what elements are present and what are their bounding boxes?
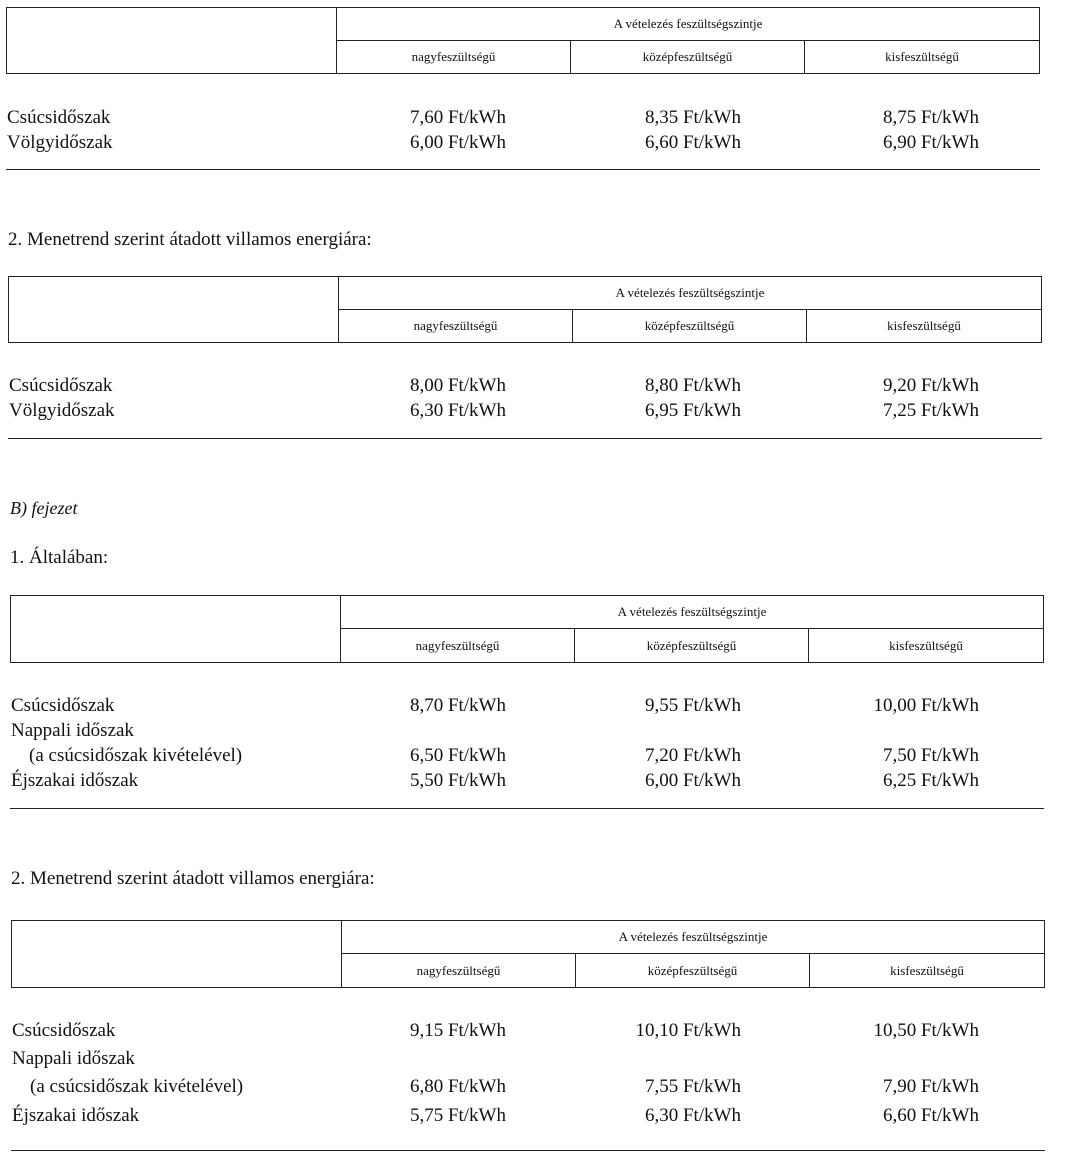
row-label: Nappali időszak — [12, 1048, 135, 1069]
table-row — [12, 1047, 1042, 1071]
price-cell: 9,15 Ft/kWh — [409, 1020, 506, 1041]
table-row — [12, 1075, 1042, 1099]
price-cell: 8,00 Ft/kWh — [409, 375, 506, 396]
price-cell: 6,60 Ft/kWh — [882, 1105, 979, 1126]
table-header — [8, 276, 1042, 343]
row-label: Csúcsidőszak — [7, 107, 111, 128]
price-cell: 7,90 Ft/kWh — [882, 1076, 979, 1097]
price-cell: 6,00 Ft/kWh — [644, 770, 741, 791]
table-row — [11, 769, 1041, 793]
table-row — [9, 374, 1039, 398]
row-label: (a csúcsidőszak kivételével) — [30, 1076, 244, 1097]
row-label: Völgyidőszak — [9, 400, 115, 421]
table-bottom-rule — [6, 169, 1040, 170]
price-cell: 10,00 Ft/kWh — [873, 695, 979, 716]
table-bottom-rule — [8, 438, 1042, 439]
row-label: Csúcsidőszak — [11, 695, 115, 716]
price-cell: 7,20 Ft/kWh — [644, 745, 741, 766]
table-bottom-rule — [11, 1150, 1045, 1151]
column-header-high-voltage: nagyfeszültségű — [337, 41, 571, 74]
voltage-level-group-header: A vételezés feszültségszintje — [339, 277, 1041, 310]
price-cell: 9,55 Ft/kWh — [644, 695, 741, 716]
price-cell: 6,25 Ft/kWh — [882, 770, 979, 791]
column-header-low-voltage: kisfeszültségű — [890, 962, 964, 978]
price-cell: 6,30 Ft/kWh — [644, 1105, 741, 1126]
section-heading: 2. Menetrend szerint átadott villamos energiára: — [11, 868, 375, 889]
column-header-medium-voltage: középfeszültségű — [571, 41, 805, 74]
row-label: Éjszakai időszak — [11, 770, 139, 791]
column-header-low-voltage: kisfeszültségű — [885, 48, 959, 64]
price-cell: 6,50 Ft/kWh — [409, 745, 506, 766]
chapter-heading: B) fejezet — [10, 498, 78, 518]
table-row — [11, 744, 1041, 768]
table-row — [7, 106, 1037, 130]
column-header-high-voltage: nagyfeszültségű — [339, 310, 573, 343]
row-label: Éjszakai időszak — [12, 1105, 140, 1126]
table-row — [7, 131, 1037, 155]
row-label: Nappali időszak — [11, 720, 134, 741]
price-cell: 7,25 Ft/kWh — [882, 400, 979, 421]
section-heading: 1. Általában: — [10, 547, 109, 568]
price-cell: 6,90 Ft/kWh — [882, 132, 979, 153]
table-header — [11, 920, 1045, 988]
price-cell: 8,75 Ft/kWh — [882, 107, 979, 128]
column-header-low-voltage: kisfeszültségű — [889, 637, 963, 653]
header-blank-cell — [12, 921, 342, 987]
price-cell: 8,80 Ft/kWh — [644, 375, 741, 396]
table-header — [6, 7, 1040, 74]
row-label: Csúcsidőszak — [9, 375, 113, 396]
price-cell: 7,50 Ft/kWh — [882, 745, 979, 766]
column-header-medium-voltage: középfeszültségű — [575, 629, 809, 662]
table-row — [9, 399, 1039, 423]
voltage-level-group-header: A vételezés feszültségszintje — [342, 921, 1044, 954]
table-row — [12, 1104, 1042, 1128]
table-row — [12, 1019, 1042, 1043]
price-cell: 8,35 Ft/kWh — [644, 107, 741, 128]
column-header-high-voltage: nagyfeszültségű — [341, 629, 575, 662]
price-cell: 6,80 Ft/kWh — [409, 1076, 506, 1097]
header-blank-cell — [11, 596, 341, 662]
price-cell: 9,20 Ft/kWh — [882, 375, 979, 396]
column-header-high-voltage: nagyfeszültségű — [342, 954, 576, 987]
voltage-level-group-header: A vételezés feszültségszintje — [341, 596, 1043, 629]
row-label: (a csúcsidőszak kivételével) — [29, 745, 243, 766]
section-heading: 2. Menetrend szerint átadott villamos energiára: — [8, 229, 372, 250]
column-header-medium-voltage: középfeszültségű — [576, 954, 810, 987]
price-cell: 7,60 Ft/kWh — [409, 107, 506, 128]
price-cell: 10,10 Ft/kWh — [635, 1020, 741, 1041]
price-cell: 6,30 Ft/kWh — [409, 400, 506, 421]
price-cell: 5,50 Ft/kWh — [409, 770, 506, 791]
row-label: Csúcsidőszak — [12, 1020, 116, 1041]
price-cell: 6,60 Ft/kWh — [644, 132, 741, 153]
table-row — [11, 694, 1041, 718]
price-cell: 6,00 Ft/kWh — [409, 132, 506, 153]
voltage-level-group-header: A vételezés feszültségszintje — [337, 8, 1039, 41]
price-cell: 5,75 Ft/kWh — [409, 1105, 506, 1126]
table-row — [11, 719, 1041, 743]
table-header — [10, 595, 1044, 663]
price-cell: 6,95 Ft/kWh — [644, 400, 741, 421]
column-header-medium-voltage: középfeszültségű — [573, 310, 807, 343]
price-cell: 10,50 Ft/kWh — [873, 1020, 979, 1041]
column-header-low-voltage: kisfeszültségű — [887, 317, 961, 333]
price-cell: 8,70 Ft/kWh — [409, 695, 506, 716]
header-blank-cell — [7, 8, 337, 73]
table-bottom-rule — [10, 808, 1044, 809]
row-label: Völgyidőszak — [7, 132, 113, 153]
price-cell: 7,55 Ft/kWh — [644, 1076, 741, 1097]
header-blank-cell — [9, 277, 339, 342]
